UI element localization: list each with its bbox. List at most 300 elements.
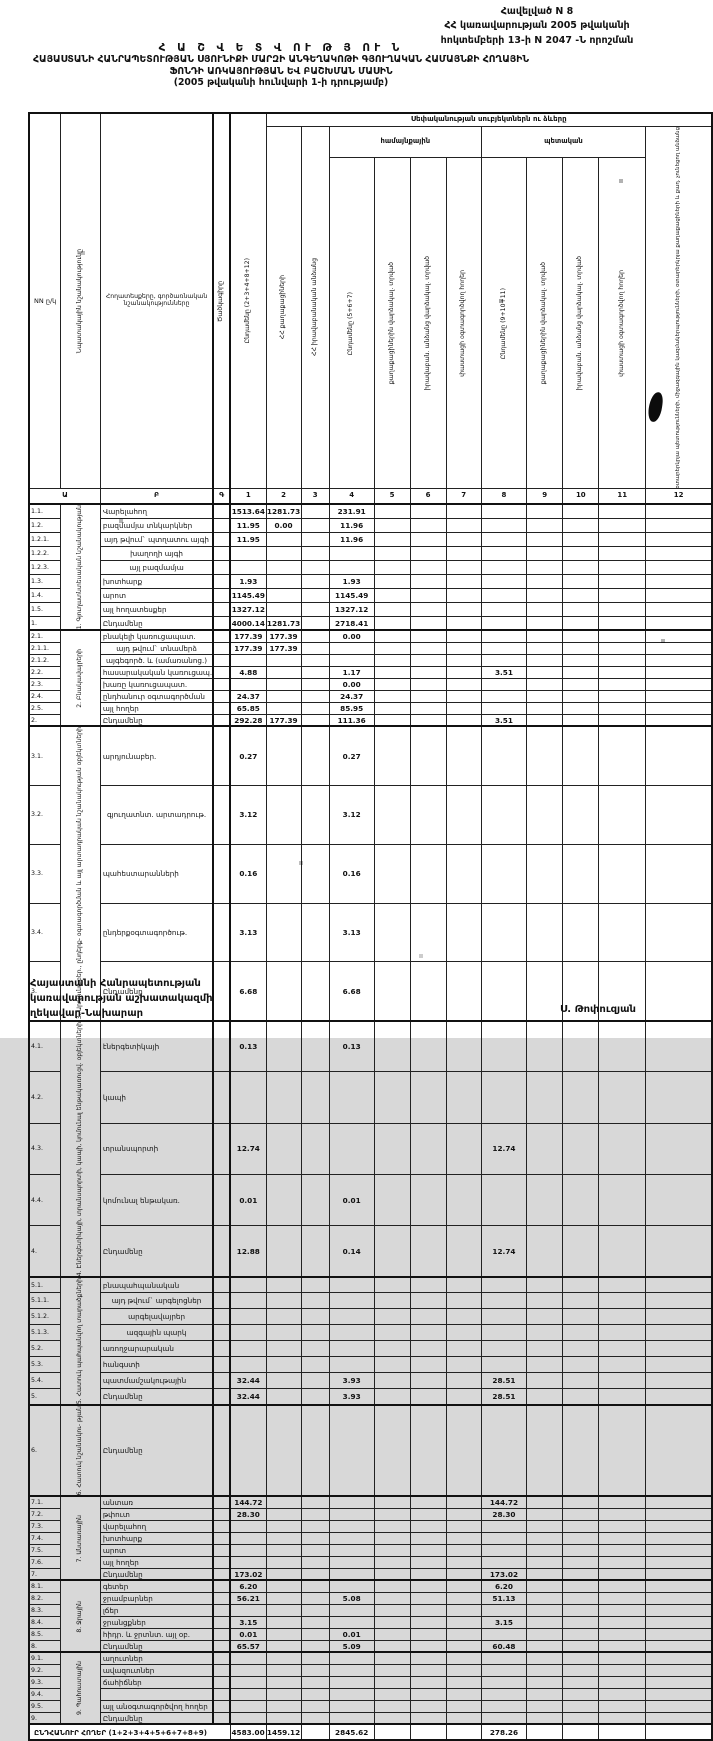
data-cell [301, 546, 329, 560]
row-label: Ընդամենը [100, 1405, 213, 1496]
row-number: 1.2.2. [29, 546, 61, 560]
data-cell [481, 560, 526, 574]
data-cell: 144.72 [481, 1496, 526, 1508]
data-cell [374, 560, 410, 574]
data-cell [563, 602, 599, 616]
data-cell: 3.93 [329, 1373, 374, 1389]
data-cell [599, 574, 646, 588]
data-cell [527, 1496, 563, 1508]
row-number: 5.2. [29, 1341, 61, 1357]
row-label: պատմամշակութային [100, 1373, 213, 1389]
data-cell [527, 962, 563, 1021]
row-label: ջրամբարներ [100, 1592, 213, 1604]
data-cell [230, 1604, 266, 1616]
table-body [29, 504, 712, 1740]
data-cell [266, 678, 301, 690]
data-cell: 4.88 [230, 666, 266, 678]
data-cell [446, 1373, 481, 1389]
data-cell: 177.39 [266, 642, 301, 654]
data-cell [599, 1496, 646, 1508]
data-cell [481, 1325, 526, 1341]
data-cell [646, 1072, 712, 1123]
data-cell [527, 504, 563, 518]
data-cell [374, 1628, 410, 1640]
data-cell [446, 560, 481, 574]
row-number: 5.1. [29, 1277, 61, 1293]
data-cell: 1513.64 [230, 504, 266, 518]
data-cell [599, 654, 646, 666]
data-cell: 0.16 [329, 844, 374, 903]
row-number: 6. [29, 1405, 61, 1496]
row-label: այլ հողատեսքեր [100, 602, 213, 616]
data-cell [527, 1520, 563, 1532]
data-cell [527, 654, 563, 666]
data-cell [266, 1389, 301, 1405]
table-row [29, 1373, 712, 1389]
data-cell [230, 1072, 266, 1123]
data-cell [329, 1568, 374, 1580]
data-cell: 1327.12 [329, 602, 374, 616]
code-cell [213, 1520, 230, 1532]
data-cell [527, 903, 563, 962]
data-cell [266, 1520, 301, 1532]
data-cell [329, 1604, 374, 1616]
data-cell: 65.85 [230, 702, 266, 714]
data-cell [266, 1123, 301, 1174]
row-label: արդյունաբեր. [100, 726, 213, 785]
data-cell: 1459.12 [266, 1724, 301, 1740]
data-cell [527, 714, 563, 726]
data-cell [446, 1226, 481, 1277]
data-cell [266, 1174, 301, 1225]
data-cell [646, 1676, 712, 1688]
data-cell [446, 1592, 481, 1604]
code-cell [213, 1309, 230, 1325]
data-cell [481, 690, 526, 702]
data-cell [230, 654, 266, 666]
data-cell [301, 785, 329, 844]
row-label: արոտ [100, 1544, 213, 1556]
data-cell [646, 962, 712, 1021]
data-cell [527, 1604, 563, 1616]
col-number: 10 [563, 489, 599, 505]
data-cell [563, 678, 599, 690]
code-cell [213, 546, 230, 560]
row-number: 5.1.2. [29, 1309, 61, 1325]
data-cell [563, 785, 599, 844]
data-cell [410, 844, 446, 903]
data-cell [599, 588, 646, 602]
row-number: 8.4. [29, 1616, 61, 1628]
data-cell [266, 1226, 301, 1277]
data-cell [481, 588, 526, 602]
data-cell [301, 1580, 329, 1592]
data-cell [481, 1628, 526, 1640]
data-cell [527, 1568, 563, 1580]
data-cell [599, 678, 646, 690]
data-cell [410, 1700, 446, 1712]
data-cell [563, 903, 599, 962]
data-cell [266, 1700, 301, 1712]
data-cell [374, 1640, 410, 1652]
data-cell [646, 1021, 712, 1072]
data-cell [301, 1640, 329, 1652]
row-number: 4.4. [29, 1174, 61, 1225]
data-cell [410, 1325, 446, 1341]
data-cell [446, 1405, 481, 1496]
col-number: 9 [527, 489, 563, 505]
data-cell [446, 1580, 481, 1592]
scan-speckles [0, 0, 2, 2]
data-cell [301, 1277, 329, 1293]
code-cell [213, 630, 230, 642]
data-cell [446, 504, 481, 518]
data-cell [374, 1357, 410, 1373]
data-cell [446, 726, 481, 785]
data-cell [410, 1616, 446, 1628]
data-cell [410, 1357, 446, 1373]
data-cell [230, 1700, 266, 1712]
data-cell [481, 518, 526, 532]
data-cell [446, 1309, 481, 1325]
data-cell [374, 1544, 410, 1556]
data-cell [410, 546, 446, 560]
data-cell [646, 642, 712, 654]
data-cell [446, 642, 481, 654]
data-cell [266, 654, 301, 666]
data-cell [446, 785, 481, 844]
data-cell [481, 1174, 526, 1225]
data-cell [266, 1293, 301, 1309]
col-header-code: Ծածկագիրը [213, 113, 230, 489]
data-cell: 2845.62 [329, 1724, 374, 1740]
data-cell [266, 1592, 301, 1604]
row-label: բնակելի կառուցապատ. [100, 630, 213, 642]
data-cell [446, 1568, 481, 1580]
data-cell [230, 560, 266, 574]
data-cell [329, 1309, 374, 1325]
data-cell [527, 1544, 563, 1556]
code-cell [213, 616, 230, 630]
data-cell [599, 546, 646, 560]
row-number: 7.6. [29, 1556, 61, 1568]
row-label: Վարելահող [100, 504, 213, 518]
data-cell [481, 1700, 526, 1712]
row-number: 1.3. [29, 574, 61, 588]
data-cell [646, 1389, 712, 1405]
data-cell [374, 1652, 410, 1664]
data-cell [481, 1676, 526, 1688]
data-cell [374, 1496, 410, 1508]
data-cell [527, 560, 563, 574]
row-label: ազգային պարկ [100, 1325, 213, 1341]
data-cell [266, 1508, 301, 1520]
data-cell [266, 1357, 301, 1373]
row-label: գյուղատնտ. արտադրութ. [100, 785, 213, 844]
data-cell [301, 1174, 329, 1225]
data-cell [563, 518, 599, 532]
data-cell [329, 654, 374, 666]
table-row [29, 1688, 712, 1700]
col-header-total: Ընդամենը (2+3+4+8+12) [230, 113, 266, 489]
data-cell [563, 1021, 599, 1072]
row-label: խոտհարք [100, 574, 213, 588]
row-label: աղուտներ [100, 1652, 213, 1664]
row-number: 2.1. [29, 630, 61, 642]
data-cell [410, 1293, 446, 1309]
data-cell [410, 1520, 446, 1532]
col-letter: Գ [213, 489, 230, 505]
data-cell [446, 1556, 481, 1568]
data-cell [599, 616, 646, 630]
data-cell [410, 1532, 446, 1544]
data-cell [374, 1072, 410, 1123]
data-cell [301, 962, 329, 1021]
row-number: 3.4. [29, 903, 61, 962]
code-cell [213, 1628, 230, 1640]
data-cell [374, 785, 410, 844]
data-cell [446, 1520, 481, 1532]
data-cell [374, 588, 410, 602]
col-header-c6: իրավաբան. անձանց վարձակալ. տրված [410, 158, 446, 489]
data-cell [563, 690, 599, 702]
data-cell [599, 785, 646, 844]
table-row [29, 903, 712, 962]
data-cell [266, 574, 301, 588]
data-cell [301, 1496, 329, 1508]
col-header-c10: իրավաբան. անձանց վարձակալ. տրված [563, 158, 599, 489]
code-cell [213, 1373, 230, 1389]
data-cell [481, 1652, 526, 1664]
data-cell [446, 1021, 481, 1072]
data-cell [599, 1174, 646, 1225]
data-cell: 4583.00 [230, 1724, 266, 1740]
data-cell: 177.39 [230, 630, 266, 642]
data-cell: 6.20 [481, 1580, 526, 1592]
table-row [29, 1293, 712, 1309]
data-cell [563, 1309, 599, 1325]
data-cell [527, 546, 563, 560]
row-label: խաղողի այգի [100, 546, 213, 560]
data-cell [410, 1226, 446, 1277]
data-cell [481, 546, 526, 560]
data-cell [374, 518, 410, 532]
row-label: այդ թվում` տնամերձ [100, 642, 213, 654]
row-number: 5. [29, 1389, 61, 1405]
section-label: 4. Էներգետիկայի, տրանսպորտի, կապի, կոմունալ ենթակառուցվ. օբյեկտների [61, 1021, 101, 1277]
col-number: 4 [329, 489, 374, 505]
data-cell [563, 1568, 599, 1580]
table-row [29, 1712, 712, 1724]
ownership-band-header: Սեփականության սուբյեկտներն ու ձևերը [266, 113, 712, 126]
row-label: հանգստի [100, 1357, 213, 1373]
data-cell [599, 844, 646, 903]
data-cell [329, 642, 374, 654]
title-line: (2005 թվականի հունվարի 1-ի դրությամբ) [173, 77, 389, 89]
data-cell [563, 1664, 599, 1676]
table-row [29, 1309, 712, 1325]
col-number: 7 [446, 489, 481, 505]
row-label: կապի [100, 1072, 213, 1123]
data-cell [646, 1556, 712, 1568]
data-cell [481, 702, 526, 714]
data-cell: 6.20 [230, 1580, 266, 1592]
row-label: այլ հողեր [100, 702, 213, 714]
data-cell [646, 785, 712, 844]
row-label: խառը կառուցապատ. [100, 678, 213, 690]
data-cell [301, 1712, 329, 1724]
data-cell [599, 1652, 646, 1664]
data-cell: 292.28 [230, 714, 266, 726]
row-label: գետեր [100, 1580, 213, 1592]
data-cell: 3.13 [230, 903, 266, 962]
table-row [29, 616, 712, 630]
data-cell [527, 1072, 563, 1123]
code-cell [213, 1496, 230, 1508]
data-cell [301, 1676, 329, 1688]
data-cell [446, 1277, 481, 1293]
data-cell [374, 654, 410, 666]
data-cell: 3.13 [329, 903, 374, 962]
data-cell [329, 1123, 374, 1174]
data-cell [599, 1712, 646, 1724]
code-cell [213, 1174, 230, 1225]
data-cell [329, 1676, 374, 1688]
data-cell [527, 1616, 563, 1628]
group-header-state: պետական [481, 126, 645, 158]
code-cell [213, 844, 230, 903]
data-cell [230, 1293, 266, 1309]
table-row [29, 1496, 712, 1508]
data-cell [374, 1373, 410, 1389]
data-cell [563, 1592, 599, 1604]
data-cell [374, 1508, 410, 1520]
data-cell [301, 1604, 329, 1616]
data-cell [374, 1389, 410, 1405]
row-number: 5.4. [29, 1373, 61, 1389]
data-cell [646, 532, 712, 546]
data-cell [646, 714, 712, 726]
data-cell [410, 1277, 446, 1293]
data-cell [599, 1580, 646, 1592]
data-cell [599, 1123, 646, 1174]
data-cell [646, 726, 712, 785]
data-cell [599, 1724, 646, 1740]
data-cell [599, 1568, 646, 1580]
data-cell [266, 962, 301, 1021]
table-row [29, 1724, 712, 1740]
data-cell [446, 1544, 481, 1556]
data-cell [329, 1293, 374, 1309]
data-cell [646, 588, 712, 602]
table-row [29, 630, 712, 642]
table-row [29, 702, 712, 714]
data-cell [646, 690, 712, 702]
data-cell [410, 903, 446, 962]
col-header-c5: քաղաքացիներին վարձակալ. տրված [374, 158, 410, 489]
table-row [29, 504, 712, 518]
data-cell [599, 1373, 646, 1389]
data-cell [563, 702, 599, 714]
data-cell [646, 504, 712, 518]
data-cell [301, 1592, 329, 1604]
data-cell [374, 1532, 410, 1544]
data-cell [599, 1357, 646, 1373]
data-cell [374, 602, 410, 616]
data-cell [527, 1357, 563, 1373]
data-cell: 3.12 [230, 785, 266, 844]
data-cell [301, 560, 329, 574]
data-cell [266, 1712, 301, 1724]
col-header-c7: փաստացի օգտագործվող հողեր [446, 158, 481, 489]
data-cell [329, 1580, 374, 1592]
data-cell [481, 1532, 526, 1544]
data-cell [527, 1652, 563, 1664]
data-cell [446, 962, 481, 1021]
code-cell [213, 1123, 230, 1174]
row-number: 2.3. [29, 678, 61, 690]
data-cell: 28.51 [481, 1373, 526, 1389]
row-label: պահեստարանների [100, 844, 213, 903]
code-cell [213, 1325, 230, 1341]
data-cell [374, 504, 410, 518]
data-cell [563, 642, 599, 654]
data-cell: 1145.49 [230, 588, 266, 602]
table-row [29, 1640, 712, 1652]
data-cell [374, 666, 410, 678]
data-cell [446, 1341, 481, 1357]
data-cell [646, 666, 712, 678]
code-cell [213, 1341, 230, 1357]
data-cell [410, 1496, 446, 1508]
code-cell [213, 1556, 230, 1568]
row-number: 7.4. [29, 1532, 61, 1544]
code-cell [213, 702, 230, 714]
data-cell [410, 1123, 446, 1174]
data-cell [646, 1628, 712, 1640]
data-cell [599, 630, 646, 642]
row-label: թփուտ [100, 1508, 213, 1520]
data-cell: 85.95 [329, 702, 374, 714]
data-cell [230, 546, 266, 560]
data-cell [329, 1688, 374, 1700]
data-cell [446, 702, 481, 714]
data-cell [410, 702, 446, 714]
data-cell [230, 1688, 266, 1700]
section-label: 5. Հատուկ պահպանվող տարածքների [61, 1277, 101, 1405]
data-cell [410, 1309, 446, 1325]
data-cell [599, 518, 646, 532]
row-label: Ընդամենը [100, 616, 213, 630]
data-cell [527, 1556, 563, 1568]
code-cell [213, 602, 230, 616]
row-label: Ընդամենը [100, 1226, 213, 1277]
data-cell [527, 588, 563, 602]
data-cell [374, 532, 410, 546]
table-row [29, 690, 712, 702]
row-label: հասարակական կառուցապ. [100, 666, 213, 678]
code-cell [213, 588, 230, 602]
signatory-line: Հայաստանի Հանրապետության [30, 978, 201, 989]
data-cell [329, 1496, 374, 1508]
data-cell [374, 1592, 410, 1604]
row-label: խոտհարք [100, 1532, 213, 1544]
data-cell [329, 1508, 374, 1520]
data-cell [599, 1226, 646, 1277]
data-cell: 1281.73 [266, 504, 301, 518]
data-cell [301, 1508, 329, 1520]
data-cell [266, 1556, 301, 1568]
